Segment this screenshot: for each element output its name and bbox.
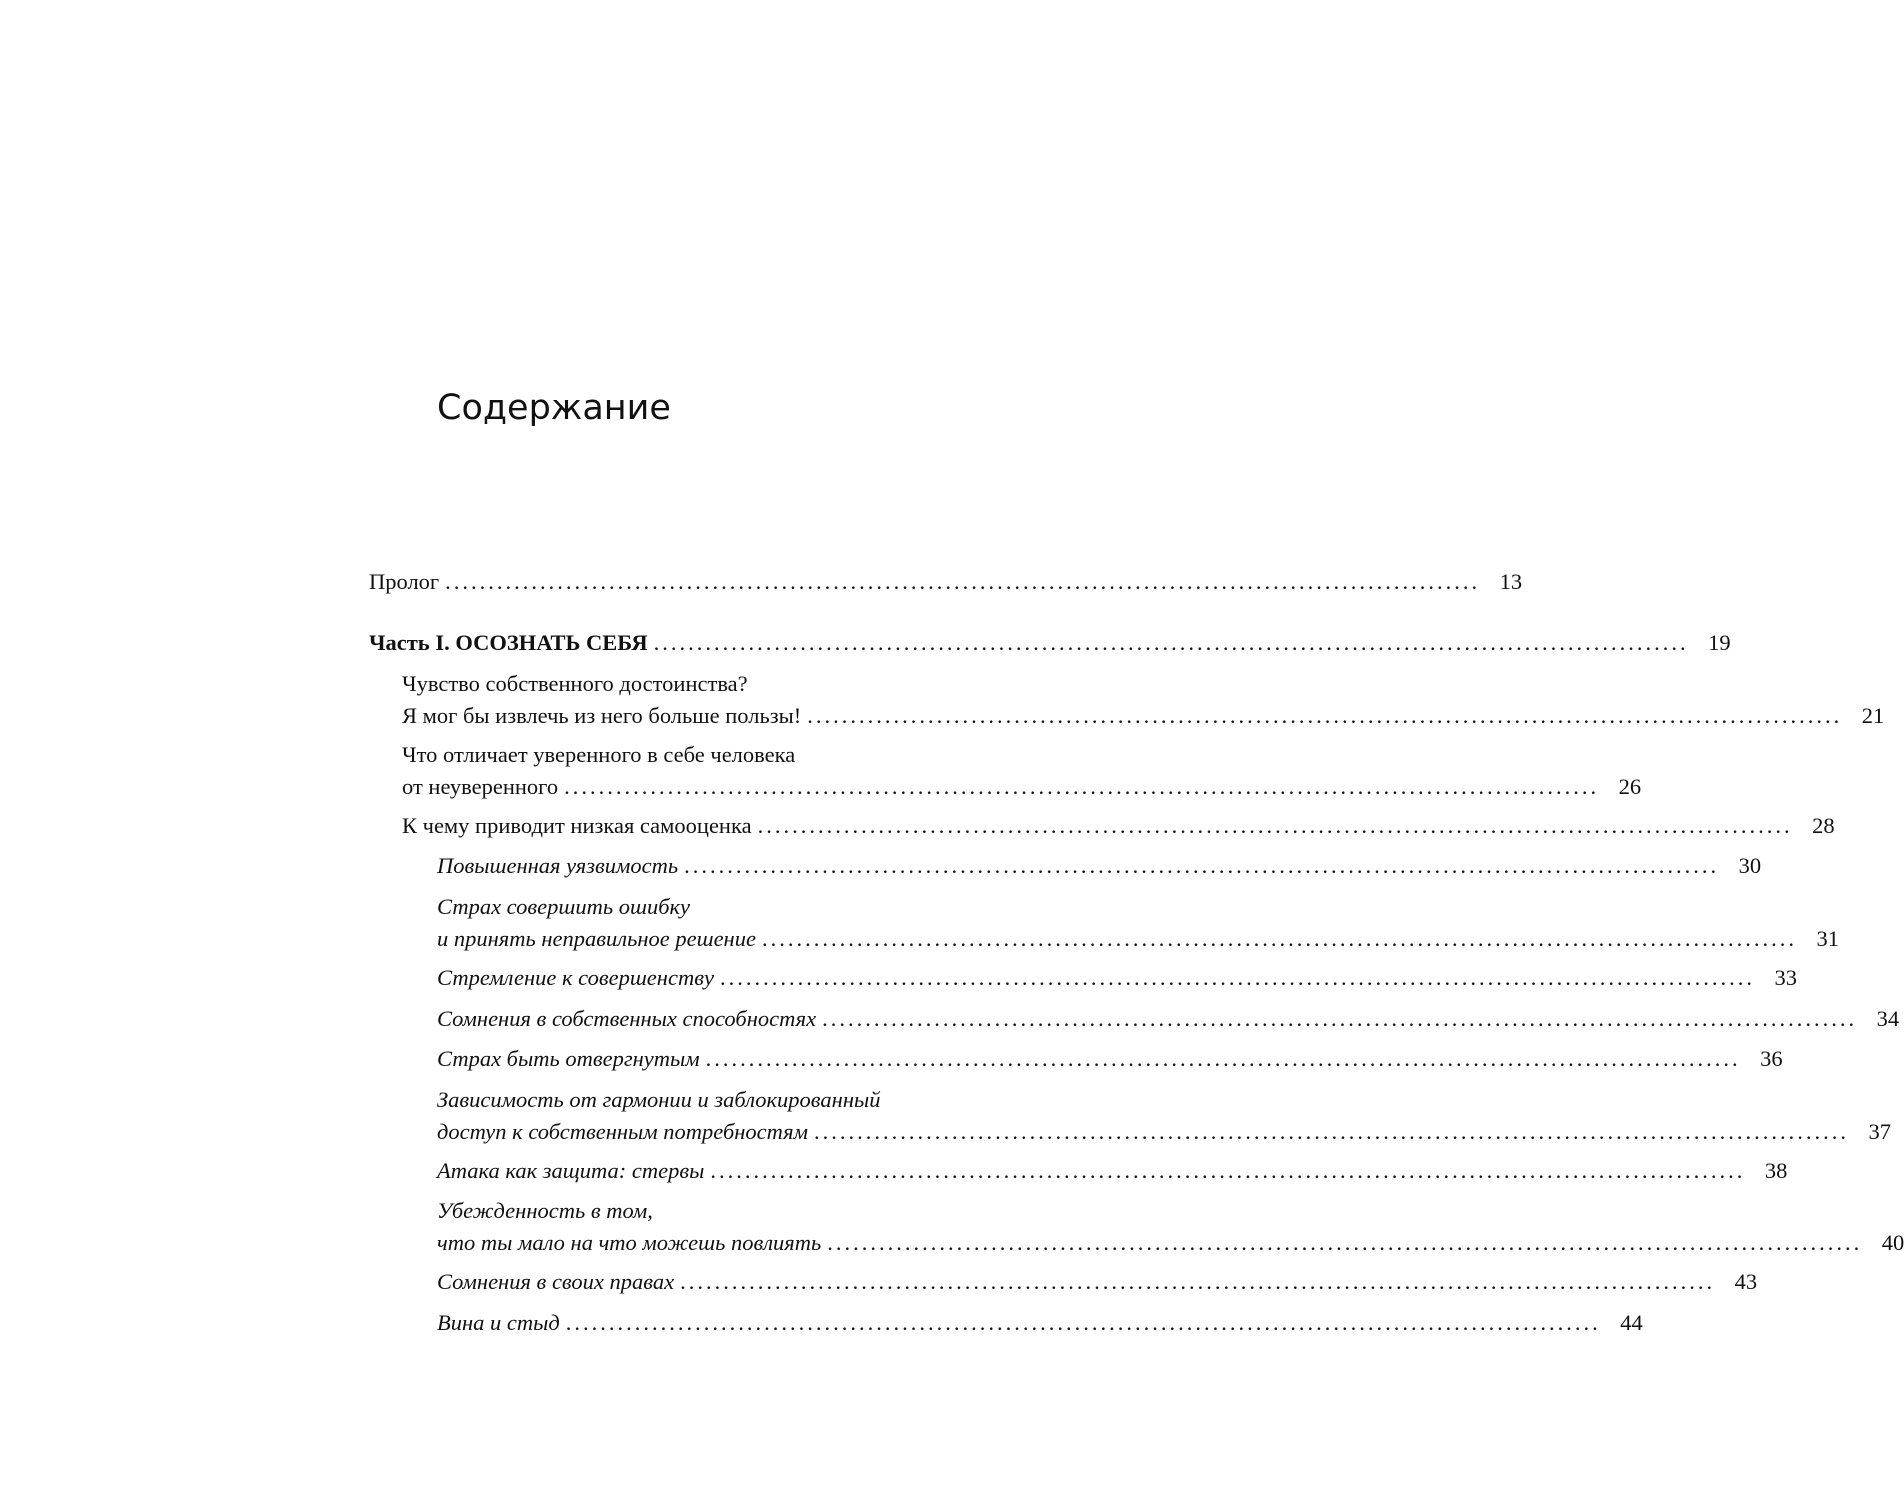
toc-page-number: 31: [1816, 926, 1839, 951]
dot-leader: ........................................................................................................................: [445, 569, 1481, 594]
toc-page-number: 30: [1738, 853, 1762, 878]
dot-leader: ........................................................................................................................: [653, 630, 1689, 655]
toc-entry-line: [402, 771, 1642, 803]
toc-entry-line: [437, 923, 1839, 955]
toc-entry-title: Сомнения в своих правах: [437, 1269, 675, 1294]
toc-page-number: 40: [1881, 1230, 1904, 1255]
toc-entry-line: [402, 668, 1064, 700]
toc-entry-title: Страх совершить ошибку: [437, 894, 691, 919]
toc-entry-title: Зависимость от гармонии и заблокированный: [437, 1087, 881, 1112]
toc-entry: [437, 1266, 1758, 1298]
dot-leader: ........................................................................................................................: [761, 926, 1797, 951]
toc-entry-line: [369, 566, 1523, 598]
toc-entry-title: Вина и стыд: [437, 1310, 560, 1335]
toc-page-number: 13: [1499, 569, 1523, 594]
toc-entry-title: Часть I. ОСОЗНАТЬ СЕБЯ: [369, 630, 648, 655]
toc-entry-line: [437, 1043, 1783, 1075]
toc-entry: [437, 1043, 1783, 1075]
toc-entry-line: [437, 1227, 1904, 1259]
toc-entry-title: Что отличает уверенного в себе человека: [402, 742, 796, 767]
toc-entry: [369, 627, 1731, 659]
toc-entry-line: [437, 1195, 1064, 1227]
toc-page-number: 26: [1618, 774, 1642, 799]
dot-leader: ........................................................................................................................: [757, 813, 1793, 838]
toc-entry-title: К чему приводит низкая самооценка: [402, 813, 752, 838]
toc-entry: [402, 810, 1835, 842]
toc-entry-line: [437, 1084, 1064, 1116]
toc-entry-title: Стремление к совершенству: [437, 965, 714, 990]
toc-entry-line: [402, 810, 1835, 842]
toc-page-number: 44: [1620, 1310, 1643, 1335]
dot-leader: ........................................................................................................................: [710, 1158, 1746, 1183]
toc-page-number: 36: [1760, 1046, 1783, 1071]
toc-entry-line: [369, 627, 1731, 659]
toc-entry-title: и принять неправильное решение: [437, 926, 756, 951]
toc-entry: [402, 739, 1642, 803]
dot-leader: ........................................................................................................................: [564, 774, 1600, 799]
toc-entry-title: Атака как защита: стервы: [437, 1158, 705, 1183]
toc-entry-line: [402, 700, 1885, 732]
toc-entry: [437, 850, 1762, 882]
toc-entry-line: [437, 850, 1762, 882]
toc-page-number: 19: [1708, 630, 1731, 655]
toc-entry: [369, 566, 1523, 598]
toc-entry: [402, 668, 1885, 732]
dot-leader: ........................................................................................................................: [807, 703, 1843, 728]
toc-page-number: 43: [1734, 1269, 1758, 1294]
toc-page-number: 33: [1774, 965, 1797, 990]
toc-entry-line: [437, 1307, 1643, 1339]
dot-leader: ........................................................................................................................: [827, 1230, 1863, 1255]
toc-entry-title: Пролог: [369, 569, 440, 594]
toc-entry-title: Убежденность в том,: [437, 1198, 653, 1223]
toc-page-number: 28: [1812, 813, 1835, 838]
toc-entry-title: Страх быть отвергнутым: [437, 1046, 700, 1071]
dot-leader: ........................................................................................................................: [822, 1006, 1858, 1031]
toc-entry-title: Чувство собственного достоинства?: [402, 671, 748, 696]
toc-entry-line: [437, 1116, 1891, 1148]
toc-entry-title: что ты мало на что можешь повлиять: [437, 1230, 822, 1255]
toc-entry: [437, 891, 1839, 955]
toc-page-number: 21: [1861, 703, 1885, 728]
dot-leader: ........................................................................................................................: [565, 1310, 1601, 1335]
toc-entry-line: [437, 1003, 1900, 1035]
toc-entry: [437, 962, 1797, 994]
toc-entry: [437, 1155, 1788, 1187]
toc-entry: [437, 1084, 1891, 1148]
toc-entry-line: [437, 1266, 1758, 1298]
dot-leader: ........................................................................................................................: [705, 1046, 1741, 1071]
toc-entry-line: [402, 739, 1064, 771]
toc-entry-title: доступ к собственным потребностям: [437, 1119, 808, 1144]
toc-entry-title: Я мог бы извлечь из него больше пользы!: [402, 703, 802, 728]
dot-leader: ........................................................................................................................: [680, 1269, 1716, 1294]
dot-leader: ........................................................................................................................: [814, 1119, 1849, 1144]
toc-entry-line: [437, 962, 1797, 994]
dot-leader: ........................................................................................................................: [719, 965, 1755, 990]
toc-page-number: 38: [1764, 1158, 1788, 1183]
toc-entry: [437, 1195, 1904, 1259]
toc-entry: [437, 1003, 1900, 1035]
toc-entry-title: Повышенная уязвимость: [437, 853, 679, 878]
toc-entry-title: от неуверенного: [402, 774, 559, 799]
dot-leader: ........................................................................................................................: [684, 853, 1720, 878]
page-title: Содержание: [437, 388, 671, 428]
toc-entry-title: Сомнения в собственных способностях: [437, 1006, 817, 1031]
toc-entry-line: [437, 891, 1064, 923]
toc-page-number: 37: [1868, 1119, 1891, 1144]
toc-page-number: 34: [1876, 1006, 1900, 1031]
toc-entry: [437, 1307, 1643, 1339]
toc-entry-line: [437, 1155, 1788, 1187]
